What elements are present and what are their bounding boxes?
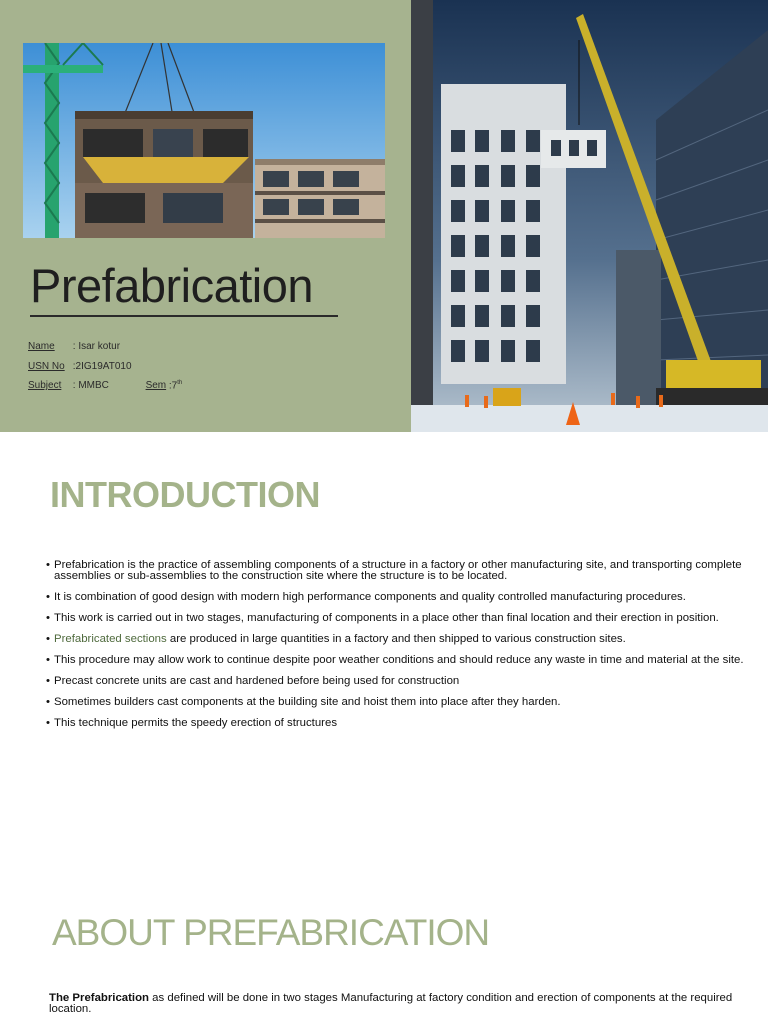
about-paragraph — [49, 993, 739, 1014]
list-item: • This technique permits the speedy erection of structures — [46, 718, 746, 729]
list-item: • This procedure may allow work to continue despite poor weather conditions and should reduce any waste in time and material at the site. — [46, 655, 746, 666]
name-row — [28, 341, 120, 352]
crane-lifting-module-photo — [23, 43, 385, 238]
modular-tower-crane-photo — [411, 0, 768, 432]
list-item: • Precast concrete units are cast and hardened before being used for construction — [46, 676, 746, 687]
list-item-text: are produced in large quantities in a factory and then shipped to various construction sites. — [166, 632, 626, 645]
sem-value: :7 — [168, 380, 178, 392]
title-underline — [30, 315, 338, 317]
list-item: • It is combination of good design with modern high performance components and quality controlled manufacturing procedures. — [46, 592, 746, 603]
subject-value: : MMBC — [72, 380, 109, 392]
about-heading: ABOUT PREFABRICATION — [52, 912, 490, 953]
usn-value: :2IG19AT010 — [72, 361, 132, 372]
accent-text: Prefabricated sections — [54, 632, 167, 645]
introduction-heading: INTRODUCTION — [50, 474, 320, 515]
name-label: Name — [28, 341, 55, 352]
usn-label: USN No — [28, 361, 65, 372]
introduction-bullet-list — [46, 560, 746, 739]
sem-label: Sem — [145, 380, 167, 392]
name-value: : Isar kotur — [72, 341, 121, 352]
list-item: • Sometimes builders cast components at the building site and hoist them into place after they harden. — [46, 697, 746, 708]
list-item — [46, 634, 746, 645]
title-slide — [0, 0, 768, 432]
about-lead-bold: The Prefabrication — [49, 992, 150, 1004]
list-item: • Prefabrication is the practice of assembling components of a structure in a factory or other manufacturing site, and transporting complete assemblies or sub-assemblies to the construction site where the structure is to be located. — [46, 560, 746, 581]
slide-title: Prefabrication — [30, 259, 313, 312]
subject-label: Subject — [28, 380, 62, 392]
about-text: as defined will be done in two stages Manufacturing at factory condition and erection of components at the required location. — [49, 992, 733, 1015]
usn-row — [28, 361, 132, 372]
subject-row — [28, 380, 182, 391]
sem-suffix: th — [177, 380, 183, 386]
list-item: • This work is carried out in two stages, manufacturing of components in a place other than final location and their erection in position. — [46, 613, 746, 624]
